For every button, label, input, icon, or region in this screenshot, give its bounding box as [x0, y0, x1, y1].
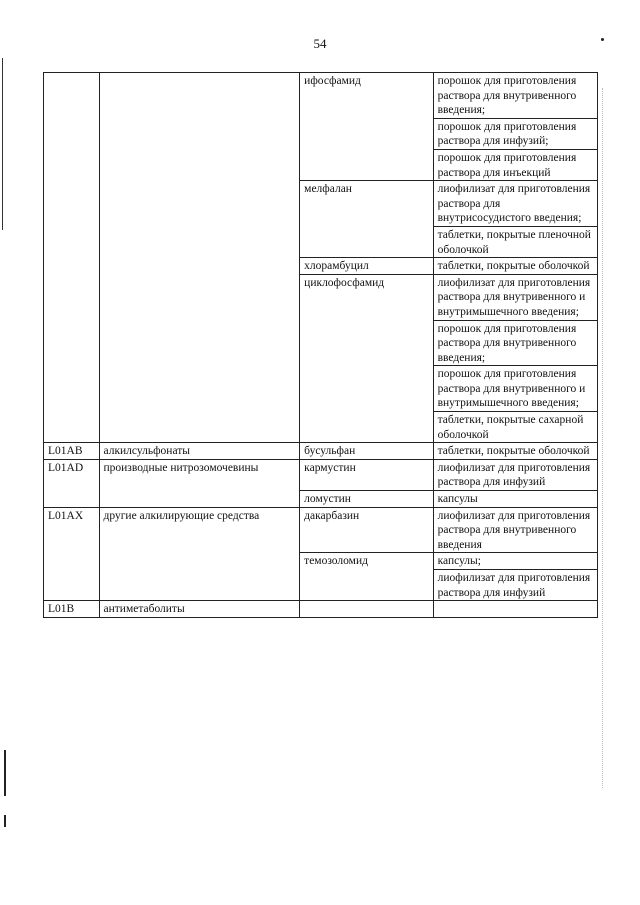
dosage-form-cell: порошок для приготовления раствора для внутривенного введения;: [433, 73, 597, 119]
scan-edge-mark: [4, 815, 6, 827]
table-row: [44, 443, 598, 460]
group-name-cell: антиметаболиты: [99, 601, 300, 618]
table-row: [44, 73, 598, 119]
drug-name-cell: темозоломид: [300, 553, 433, 601]
dosage-form-cell: лиофилизат для приготовления раствора для инфузий: [433, 459, 597, 490]
group-name-cell: другие алкилирующие средства: [99, 507, 300, 601]
dosage-form-cell: таблетки, покрытые пленочной оболочкой: [433, 226, 597, 257]
dosage-form-cell: таблетки, покрытые сахарной оболочкой: [433, 412, 597, 443]
drug-name-cell: мелфалан: [300, 181, 433, 258]
drug-name-cell: ифосфамид: [300, 73, 433, 181]
group-name-cell: [99, 73, 300, 443]
dosage-form-cell: порошок для приготовления раствора для внутривенного и внутримышечного введения;: [433, 366, 597, 412]
page-number: 54: [313, 36, 327, 51]
scan-speck: [601, 38, 604, 41]
drug-name-cell: циклофосфамид: [300, 274, 433, 443]
drug-name-cell: хлорамбуцил: [300, 258, 433, 275]
atc-code-cell: L01AX: [44, 507, 100, 601]
atc-code-cell: L01AB: [44, 443, 100, 460]
drug-table: [43, 72, 598, 618]
dosage-form-cell: таблетки, покрытые оболочкой: [433, 258, 597, 275]
scan-edge-mark: [2, 58, 3, 230]
dosage-form-cell: лиофилизат для приготовления раствора для инфузий: [433, 570, 597, 601]
dosage-form-cell: капсулы;: [433, 553, 597, 570]
atc-code-cell: L01AD: [44, 459, 100, 507]
dosage-form-cell: порошок для приготовления раствора для внутривенного введения;: [433, 320, 597, 366]
drug-name-cell: бусульфан: [300, 443, 433, 460]
table-row: [44, 507, 598, 553]
table-row: [44, 601, 598, 618]
dosage-form-cell: лиофилизат для приготовления раствора для внутривенного и внутримышечного введения;: [433, 274, 597, 320]
dosage-form-cell: лиофилизат для приготовления раствора для внутрисосудистого введения;: [433, 181, 597, 227]
drug-name-cell: ломустин: [300, 491, 433, 508]
group-name-cell: производные нитрозомочевины: [99, 459, 300, 507]
dosage-form-cell: лиофилизат для приготовления раствора для внутривенного введения: [433, 507, 597, 553]
group-name-cell: алкилсульфонаты: [99, 443, 300, 460]
scan-dotted-line: [602, 88, 603, 788]
drug-name-cell: дакарбазин: [300, 507, 433, 553]
dosage-form-cell: таблетки, покрытые оболочкой: [433, 443, 597, 460]
table-row: [44, 459, 598, 490]
dosage-form-cell: [433, 601, 597, 618]
scan-edge-mark: [4, 750, 6, 796]
atc-code-cell: [44, 73, 100, 443]
dosage-form-cell: капсулы: [433, 491, 597, 508]
atc-code-cell: L01B: [44, 601, 100, 618]
drug-name-cell: кармустин: [300, 459, 433, 490]
drug-name-cell: [300, 601, 433, 618]
dosage-form-cell: порошок для приготовления раствора для инъекций: [433, 149, 597, 180]
dosage-form-cell: порошок для приготовления раствора для инфузий;: [433, 118, 597, 149]
